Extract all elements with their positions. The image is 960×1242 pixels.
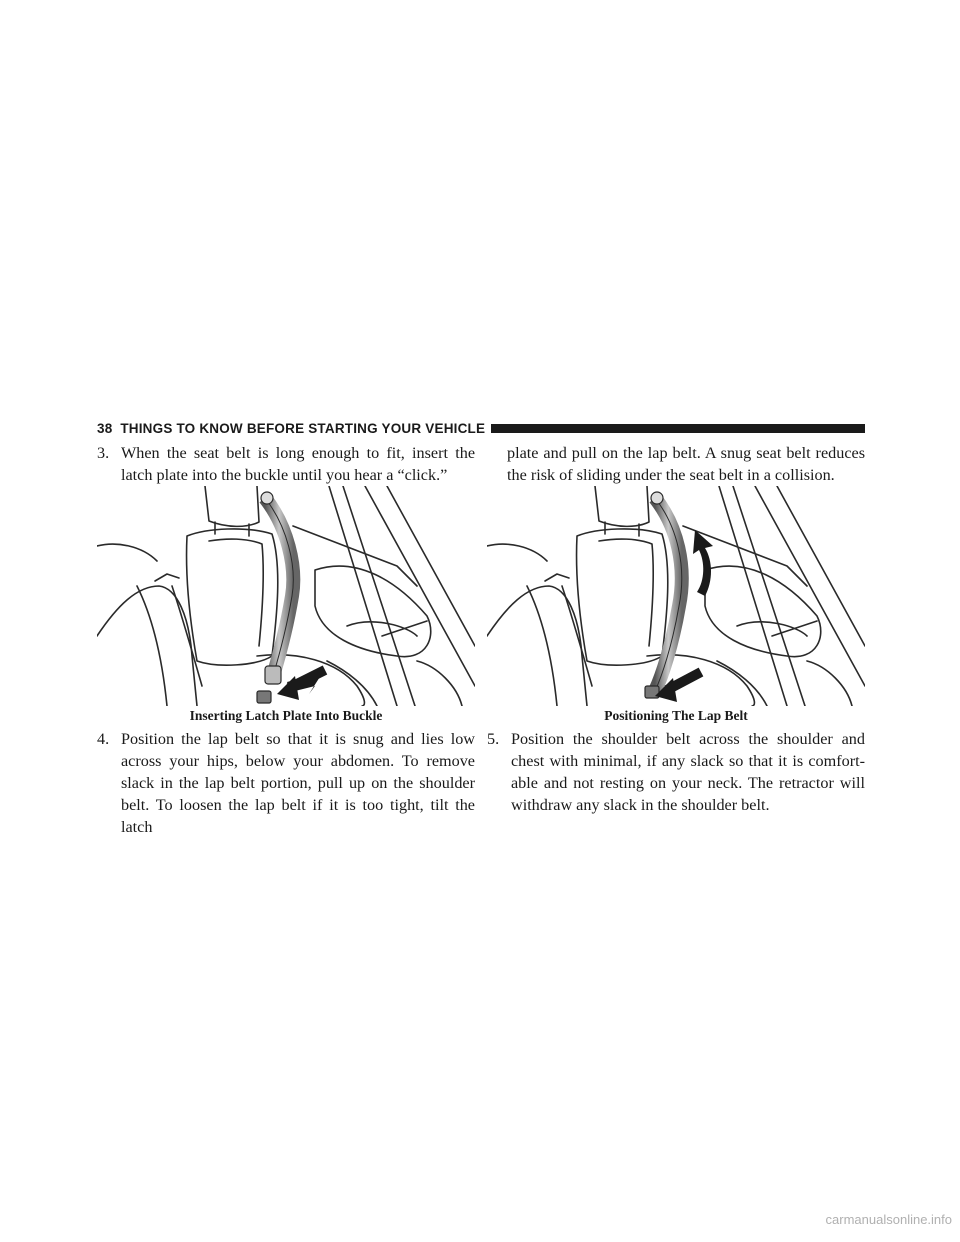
section-title: THINGS TO KNOW BEFORE STARTING YOUR VEHICLE: [120, 420, 486, 436]
step-4-number: 4.: [97, 730, 110, 748]
seat-belt-buckle-illustration: [97, 486, 475, 706]
step-4-continued: plate and pull on the lap belt. A snug seat belt reduces the risk of sliding under the seat belt in a collision.: [507, 444, 865, 484]
watermark: carmanualsonline.info: [825, 1212, 952, 1227]
step-5: [487, 728, 865, 816]
figure-inserting-latch-plate: [97, 486, 475, 706]
right-column: [487, 442, 865, 816]
step-5-number: 5.: [487, 730, 500, 748]
step-3-text: When the seat belt is long enough to fit, insert the latch plate into the buckle until you hear a “click.”: [121, 444, 475, 484]
step-4: [97, 728, 475, 838]
step-3-number: 3.: [97, 444, 110, 462]
header-rule: [491, 424, 865, 433]
step-4-text: Position the lap belt so that it is snug and lies low across your hips, below your abdomen. To remove slack in the lap belt portion, pull up on the shoulder belt. To loosen the lap belt if it is too tight, tilt the latch: [121, 730, 475, 836]
figure-caption-right: Positioning The Lap Belt: [604, 708, 748, 723]
page-number: 38: [97, 420, 113, 436]
header-label: [97, 421, 491, 436]
page-header: [97, 417, 865, 439]
figure-positioning-lap-belt: [487, 486, 865, 706]
step-5-text: Position the shoulder belt across the shoulder and chest with minimal, if any slack so that it is comfort- able and not resting on your neck. The retractor will withdraw any slack in the shoulder belt.: [511, 730, 865, 814]
lap-belt-illustration: [487, 486, 865, 706]
step-3: [97, 442, 475, 486]
left-column: [97, 442, 475, 838]
figure-caption-left: Inserting Latch Plate Into Buckle: [189, 708, 383, 723]
